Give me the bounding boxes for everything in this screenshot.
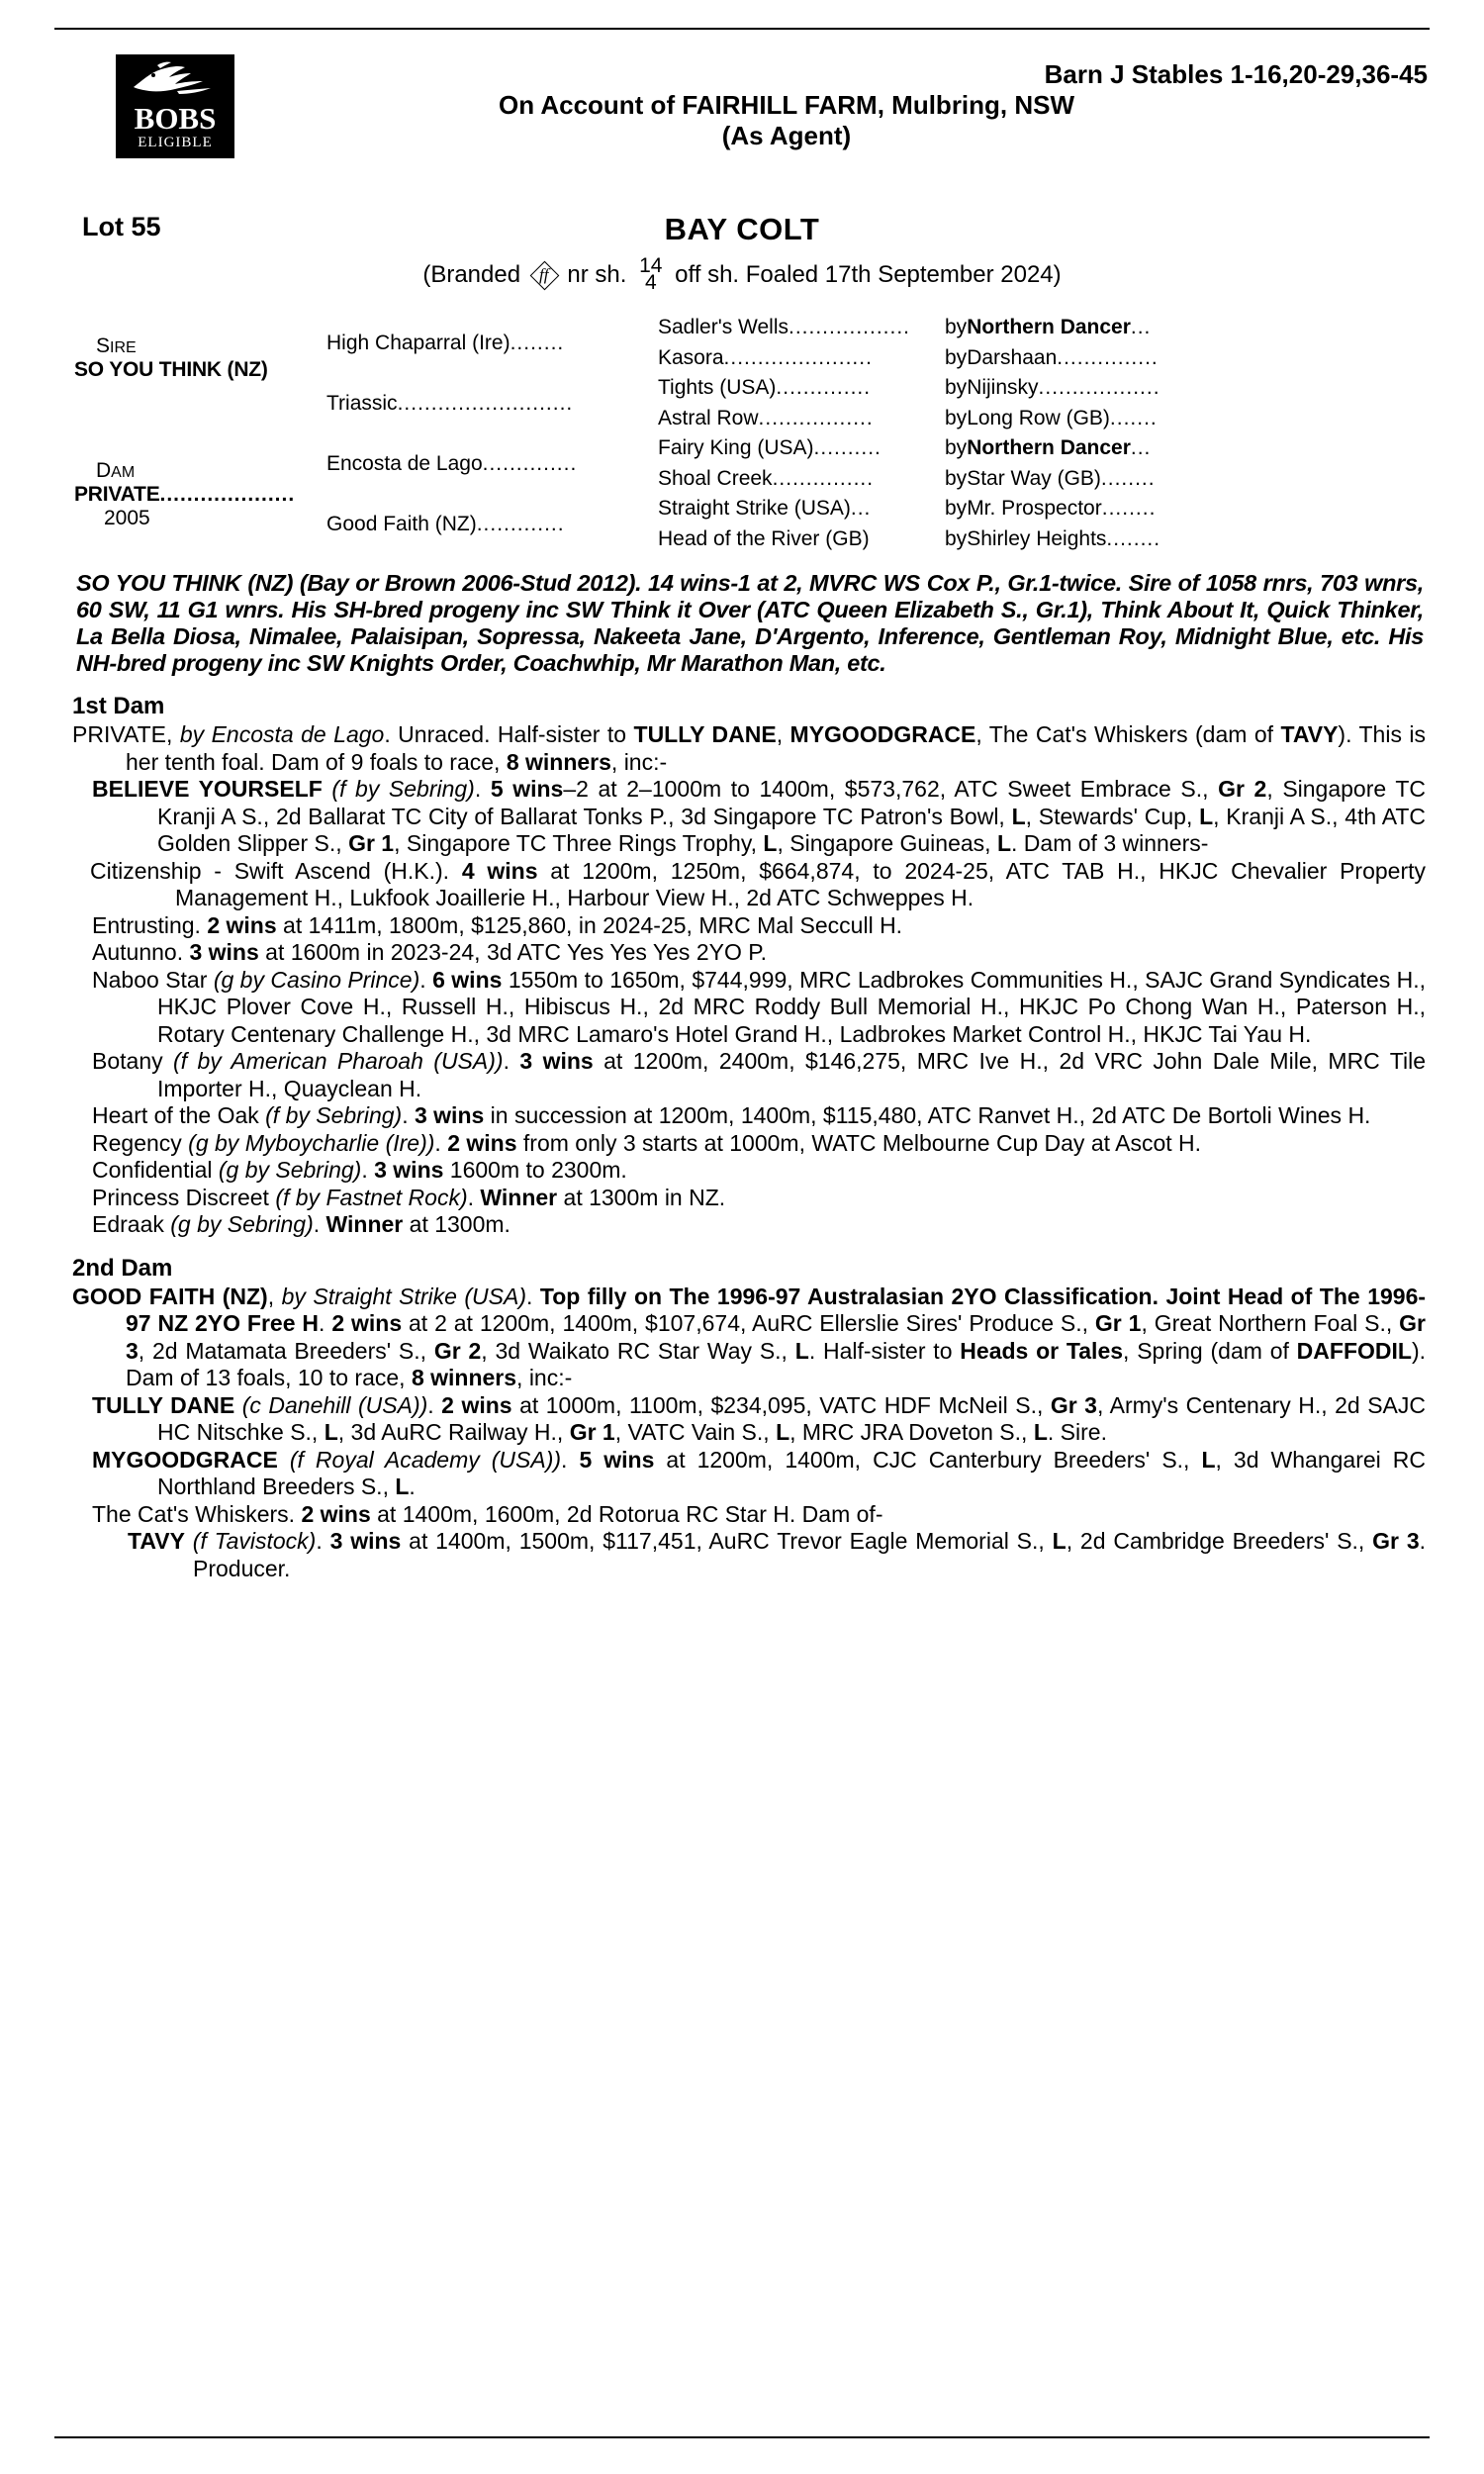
sire-name: SO YOU THINK (NZ) [74, 358, 268, 381]
pedigree-entry: Citizenship - Swift Ascend (H.K.). 4 wins at 1200m, 1250m, $664,874, to 2024-25, ATC TAB H., HKJC Chevalier Property Management H., Lukfook Joaillerie H., Harbour View H., 2d ATC Schweppes H. [90, 857, 1426, 910]
brand-number-bottom: 4 [644, 271, 657, 294]
pedigree-entry: BELIEVE YOURSELF (f by Sebring). 5 wins–2 at 2–1000m to 1400m, $573,762, ATC Sweet Embrace S., Gr 2, Singapore TC Kranji A S., 2d Ballarat TC City of Ballarat Tonks P., 3d Singapore TC Patron's Bowl, L, Stewards' Cup, L, Kranji A S., 4th ATC Golden Slipper S., Gr 1, Singapore TC Three Rings Trophy, L, Singapore Guineas, L. Dam of 3 winners- [92, 776, 1426, 856]
gen2-row: Encosta de Lago .............. [326, 451, 578, 475]
branding-line [54, 254, 1430, 294]
on-account-of-line: On Account of FAIRHILL FARM, Mulbring, NSW [498, 90, 1075, 120]
brand-number-top: 14 [639, 254, 663, 277]
second-dam-heading: 2nd Dam [72, 1254, 173, 1282]
pedigree-generation-3-names [658, 313, 945, 554]
brand-number-fraction [639, 254, 663, 294]
gen2-row: Good Faith (NZ) ............. [326, 512, 565, 535]
gen4-row: by Darshaan ............... [945, 345, 1159, 369]
consignor-block [54, 59, 1430, 151]
colour-and-sex: BAY COLT [664, 212, 820, 246]
bottom-rule [54, 2436, 1430, 2438]
gen4-row: by Star Way (GB) ........ [945, 466, 1156, 490]
pedigree-entry: Confidential (g by Sebring). 3 wins 1600m to 2300m. [92, 1157, 627, 1183]
pedigree-entry: The Cat's Whiskers. 2 wins at 1400m, 1600m, 2d Rotorua RC Star H. Dam of- [92, 1500, 883, 1527]
brand-near-shoulder: nr sh. [567, 261, 627, 288]
pedigree-entry: Regency (g by Myboycharlie (Ire)). 2 wins from only 3 starts at 1000m, WATC Melbourne Cup Day at Ascot H. [92, 1129, 1202, 1156]
page-header [54, 0, 1430, 198]
sire-label: SIRE [96, 334, 137, 357]
dam-name-dots: .................... [159, 483, 296, 506]
horse-head-icon [116, 61, 234, 103]
gen3-row: Straight Strike (USA) ... [658, 497, 872, 521]
pedigree-entry: Entrusting. 2 wins at 1411m, 1800m, $125,860, in 2024-25, MRC Mal Seccull H. [92, 911, 903, 938]
brand-diamond-icon [529, 260, 559, 290]
brand-letters: ff [539, 265, 549, 284]
gen2-row: High Chaparral (Ire) ........ [326, 331, 565, 354]
gen3-row: Kasora ...................... [658, 345, 873, 369]
gen4-row: by Nijinsky .................. [945, 376, 1160, 400]
barn-stables-line: Barn J Stables 1-16,20-29,36-45 [1044, 59, 1428, 89]
dam-name: PRIVATE.................... [74, 483, 296, 506]
pedigree-entry: PRIVATE, by Encosta de Lago. Unraced. Half-sister to TULLY DANE, MYGOODGRACE, The Cat's Whiskers (dam of TAVY). This is her tenth foal. Dam of 9 foals to race, 8 winners, inc:- [72, 721, 1427, 775]
pedigree-entry: MYGOODGRACE (f Royal Academy (USA)). 5 wins at 1200m, 1400m, CJC Canterbury Breeders' S., L, 3d Whangarei RC Northland Breeders S., L. [92, 1446, 1426, 1499]
brand-off-shoulder-foaled: off sh. Foaled 17th September 2024) [675, 261, 1062, 288]
pedigree-generation-2 [326, 313, 658, 554]
pedigree-generation-1 [54, 313, 326, 554]
pedigree-entry: Princess Discreet (f by Fastnet Rock). Winner at 1300m in NZ. [92, 1184, 726, 1210]
first-dam-entries [54, 721, 1430, 1239]
gen4-row: by Shirley Heights ........ [945, 526, 1161, 550]
lot-title-row [54, 212, 1430, 251]
bobs-eligible-logo [116, 54, 234, 158]
dam-block [74, 433, 326, 530]
gen4-row: by Northern Dancer ... [945, 316, 1152, 339]
gen4-row: by Mr. Prospector ........ [945, 497, 1157, 521]
first-dam-heading: 1st Dam [72, 693, 165, 719]
pedigree-generation-4-sires [945, 313, 1242, 554]
pedigree-entry: Naboo Star (g by Casino Prince). 6 wins 1550m to 1650m, $744,999, MRC Ladbrokes Communities H., SAJC Grand Syndicates H., HKJC Plover Cove H., Russell H., Hibiscus H., 2d MRC Roddy Bull Memorial H., HKJC Po Chong Wan H., Paterson H., Rotary Centenary Challenge H., 3d MRC Lamaro's Hotel Grand H., Ladbrokes Market Control H., HKJC Tai Yau H. [92, 966, 1427, 1047]
gen3-row: Head of the River (GB) [658, 526, 870, 550]
pedigree-entry: Botany (f by American Pharoah (USA)). 3 wins at 1200m, 2400m, $146,275, MRC Ive H., 2d VRC John Dale Mile, MRC Tile Importer H., Quayclean H. [92, 1048, 1427, 1101]
pedigree-entry: TAVY (f Tavistock). 3 wins at 1400m, 1500m, $117,451, AuRC Trevor Eagle Memorial S., L, 2d Cambridge Breeders' S., Gr 3. Producer. [128, 1528, 1427, 1581]
gen3-row: Fairy King (USA) .......... [658, 436, 881, 460]
dam-year: 2005 [104, 507, 150, 529]
bobs-eligible-subtext: ELIGIBLE [138, 135, 213, 150]
sire-summary-paragraph: SO YOU THINK (NZ) (Bay or Brown 2006-Stud 2012). 14 wins-1 at 2, MVRC WS Cox P., Gr.1-twice. Sire of 1058 rnrs, 703 wnrs, 60 SW, 11 G1 wnrs. His SH-bred progeny inc SW Think it Over (ATC Queen Elizabeth S., Gr.1), Think About It, Quick Thinker, La Bella Diosa, Nimalee, Palaisipan, Sopressa, Nakeeta Jane, D'Argento, Inference, Gentleman Roy, Midnight Blue, etc. His NH-bred progeny inc SW Knights Order, Coachwhip, Mr Marathon Man, etc. [76, 570, 1424, 676]
second-dam-entries [54, 1284, 1430, 1583]
pedigree-entry: Edraak (g by Sebring). Winner at 1300m. [92, 1211, 510, 1237]
gen4-row: by Long Row (GB) ....... [945, 406, 1158, 429]
dam-label: DAM [96, 459, 136, 482]
as-agent-line: (As Agent) [721, 121, 852, 150]
bobs-wordmark: BOBS [134, 101, 217, 136]
gen3-row: Astral Row ................. [658, 406, 874, 429]
pedigree-entry: GOOD FAITH (NZ), by Straight Strike (USA). Top filly on The 1996-97 Australasian 2YO Classification. Joint Head of The 1996-97 NZ 2YO Free H. 2 wins at 2 at 1200m, 1400m, $107,674, AuRC Ellerslie Sires' Produce S., Gr 1, Great Northern Foal S., Gr 3, 2d Matamata Breeders' S., Gr 2, 3d Waikato RC Star Way S., L. Half-sister to Heads or Tales, Spring (dam of DAFFODIL). Dam of 13 foals, 10 to race, 8 winners, inc:- [72, 1283, 1427, 1390]
pedigree-entry: TULLY DANE (c Danehill (USA)). 2 wins at 1000m, 1100m, $234,095, VATC HDF McNeil S., Gr 3, Army's Centenary H., 2d SAJC HC Nitschke S., L, 3d AuRC Railway H., Gr 1, VATC Vain S., L, MRC JRA Doveton S., L. Sire. [92, 1391, 1427, 1445]
gen3-row: Sadler's Wells .................. [658, 316, 911, 339]
gen3-row: Tights (USA) .............. [658, 376, 872, 400]
pedigree-entry: Heart of the Oak (f by Sebring). 3 wins in succession at 1200m, 1400m, $115,480, ATC Ranvet H., 2d ATC De Bortoli Wines H. [92, 1102, 1371, 1128]
lot-number: Lot 55 [82, 212, 161, 241]
pedigree-entry: Autunno. 3 wins at 1600m in 2023-24, 3d ATC Yes Yes Yes 2YO P. [92, 939, 767, 965]
branded-prefix: (Branded [422, 261, 521, 288]
gen2-row: Triassic .......................... [326, 391, 574, 415]
gen3-row: Shoal Creek ............... [658, 466, 875, 490]
pedigree-table [54, 313, 1430, 554]
sire-block [74, 313, 326, 433]
gen4-row: by Northern Dancer ... [945, 436, 1152, 460]
